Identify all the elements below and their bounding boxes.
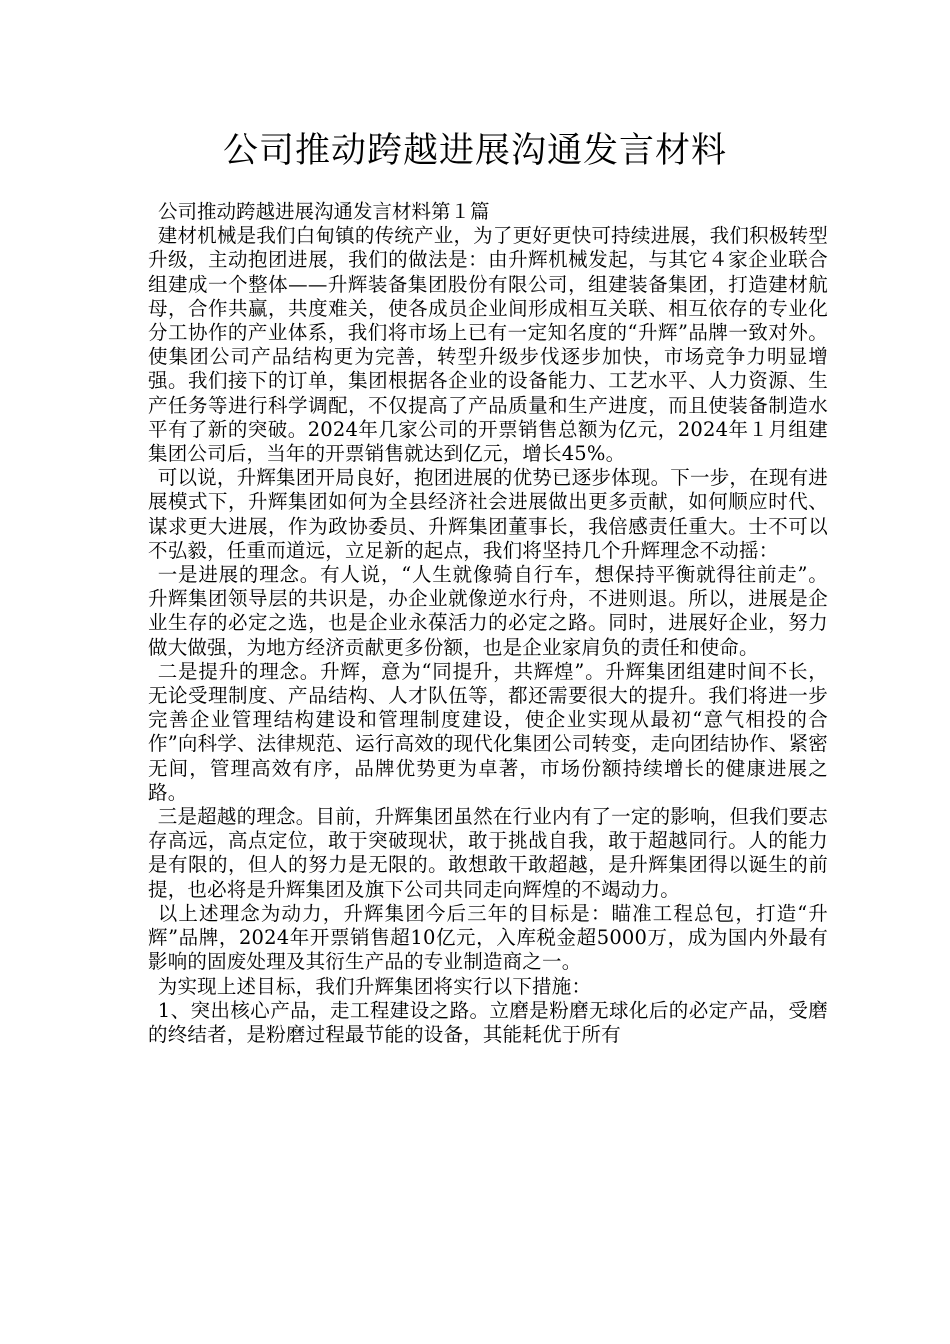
paragraph-3: 一是进展的理念。有人说，“人生就像骑自行车，想保持平衡就得往前走”。升辉集团领导层的共识是，办企业就像逆水行舟，不进则退。所以，进展是企业生存的必定之选，也是企业永葆活力的必定之路。同时，进展好企业，努力做大做强，为地方经济贡献更多份额，也是企业家肩负的责任和使命。	[148, 563, 828, 659]
paragraph-8: 1、突出核心产品，走工程建设之路。立磨是粉磨无球化后的必定产品，受磨的终结者，是粉磨过程最节能的设备，其能耗优于所有	[148, 998, 828, 1046]
document-body	[148, 200, 828, 1047]
article-subtitle: 公司推动跨越进展沟通发言材料第１篇	[158, 200, 490, 223]
paragraph-2: 可以说，升辉集团开局良好，抱团进展的优势已逐步体现。下一步，在现有进展模式下，升辉集团如何为全县经济社会进展做出更多贡献，如何顺应时代、谋求更大进展，作为政协委员、升辉集团董事长，我倍感责任重大。士不可以不弘毅，任重而道远，立足新的起点，我们将坚持几个升辉理念不动摇：	[148, 466, 828, 562]
paragraph-4: 二是提升的理念。升辉，意为“同提升，共辉煌”。升辉集团组建时间不长，无论受理制度、产品结构、人才队伍等，都还需要很大的提升。我们将进一步完善企业管理结构建设和管理制度建设，使企业实现从最初“意气相投的合作”向科学、法律规范、运行高效的现代化集团公司转变，走向团结协作、紧密无间，管理高效有序，品牌优势更为卓著，市场份额持续增长的健康进展之路。	[148, 659, 828, 804]
paragraph-6: 以上述理念为动力，升辉集团今后三年的目标是：瞄准工程总包，打造“升辉”品牌，2024年开票销售超10亿元，入库税金超5000万，成为国内外最有影响的固废处理及其衍生产品的专业制造商之一。	[148, 901, 828, 974]
paragraph-5: 三是超越的理念。目前，升辉集团虽然在行业内有了一定的影响，但我们要志存高远，高点定位，敢于突破现状，敢于挑战自我，敢于超越同行。人的能力是有限的，但人的努力是无限的。敢想敢干敢超越，是升辉集团得以诞生的前提，也必将是升辉集团及旗下公司共同走向辉煌的不竭动力。	[148, 805, 828, 901]
document-title: 公司推动跨越进展沟通发言材料	[222, 131, 727, 171]
paragraph-1: 建材机械是我们白甸镇的传统产业，为了更好更快可持续进展，我们积极转型升级，主动抱团进展，我们的做法是：由升辉机械发起，与其它４家企业联合组建成一个整体——升辉装备集团股份有限公司，组建装备集团，打造建材航母，合作共赢，共度难关，使各成员企业间形成相互关联、相互依存的专业化分工协作的产业体系，我们将市场上已有一定知名度的“升辉”品牌一致对外。使集团公司产品结构更为完善，转型升级步伐逐步加快，市场竞争力明显增强。我们接下的订单，集团根据各企业的设备能力、工艺水平、人力资源、生产任务等进行科学调配，不仅提高了产品质量和生产进度，而且使装备制造水平有了新的突破。2024年几家公司的开票销售总额为亿元，2024年１月组建集团公司后，当年的开票销售就达到亿元，增长45%。	[148, 224, 828, 466]
paragraph-7: 为实现上述目标，我们升辉集团将实行以下措施：	[157, 974, 592, 998]
